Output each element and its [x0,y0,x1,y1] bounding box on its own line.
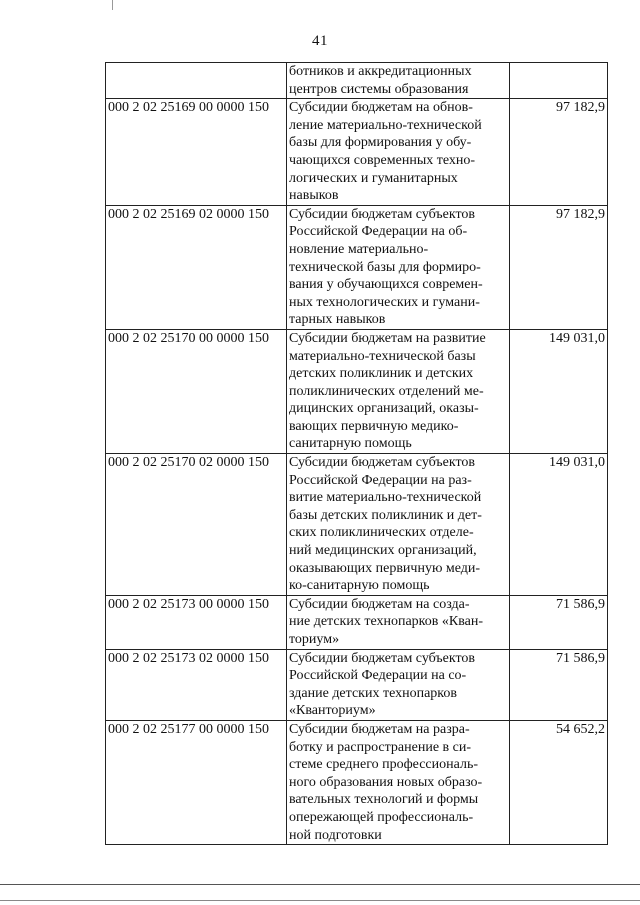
table-body [106,63,608,845]
revenue-item-name-line: навыков [289,188,339,204]
revenue-item-name-line: ние детских технопарков «Кван- [289,614,484,630]
amount-cell: 71 586,9 [510,649,608,720]
revenue-item-name-line: ских поликлинических отделе- [289,525,474,541]
revenue-item-name-line: Субсидии бюджетам на обнов- [289,100,473,116]
revenue-item-name-line: чающихся современных техно- [289,152,476,168]
revenue-item-name-line: ко-санитарную помощь [289,578,430,594]
revenue-item-name [287,454,510,596]
revenue-item-name-line: оказывающих первичную меди- [289,560,481,576]
revenue-item-name-line: Российской Федерации на раз- [289,472,472,488]
table-row [106,649,608,720]
revenue-item-name-line: Российской Федерации на со- [289,668,467,684]
revenue-item-name-line: базы для формирования у обу- [289,135,472,151]
revenue-item-name-line: опережающей профессиональ- [289,809,474,825]
scan-bottom-rule [0,884,640,885]
amount-cell: 97 182,9 [510,205,608,329]
amount-cell: 54 652,2 [510,720,608,844]
budget-classification-code: 000 2 02 25170 00 0000 150 [106,329,287,453]
budget-classification-code [106,63,287,99]
amount-cell: 149 031,0 [510,454,608,596]
table-row [106,205,608,329]
revenue-item-name-line: Субсидии бюджетам на развитие [289,330,486,346]
revenue-item-name-line: вающих первичную медико- [289,418,459,434]
revenue-item-name-line: здание детских технопарков [289,685,457,701]
revenue-item-name-line: Субсидии бюджетам на созда- [289,596,470,612]
revenue-item-name-line: новление материально- [289,241,429,257]
page-number: 41 [312,33,328,49]
revenue-item-name-line: ных технологических и гумани- [289,294,480,310]
revenue-item-name-line: Российской Федерации на об- [289,224,468,240]
table-row [106,595,608,649]
revenue-item-name [287,205,510,329]
revenue-item-name-line: стеме среднего профессиональ- [289,757,478,773]
revenue-item-name [287,63,510,99]
revenue-item-name-line: тарных навыков [289,312,386,328]
budget-classification-code: 000 2 02 25173 02 0000 150 [106,649,287,720]
revenue-item-name-line: Субсидии бюджетам субъектов [289,650,476,666]
revenue-item-name-line: ной подготовки [289,827,382,843]
revenue-item-name-line: ботку и распространение в си- [289,739,472,755]
amount-cell: 97 182,9 [510,99,608,206]
amount-cell: 149 031,0 [510,329,608,453]
revenue-item-name-line: дицинских организаций, оказы- [289,401,479,417]
revenue-item-name-line: ного образования новых образо- [289,774,483,790]
table-row [106,329,608,453]
table-row [106,63,608,99]
revenue-item-name [287,595,510,649]
revenue-item-name-line: витие материально-технической [289,490,482,506]
revenue-item-name-line: вания у обучающихся современ- [289,277,483,293]
budget-classification-code: 000 2 02 25177 00 0000 150 [106,720,287,844]
revenue-item-name-line: центров системы образования [289,81,469,97]
revenue-item-name-line: базы детских поликлиник и дет- [289,507,482,523]
amount-cell [510,63,608,99]
table-row [106,454,608,596]
budget-classification-code: 000 2 02 25173 00 0000 150 [106,595,287,649]
budget-classification-code: 000 2 02 25169 02 0000 150 [106,205,287,329]
revenue-item-name-line: ториум» [289,632,340,647]
revenue-item-name [287,720,510,844]
revenue-item-name-line: логических и гуманитарных [289,170,458,186]
budget-classification-code: 000 2 02 25170 02 0000 150 [106,454,287,596]
revenue-item-name-line: санитарную помощь [289,436,412,452]
revenue-item-name-line: детских поликлиник и детских [289,366,474,382]
budget-classification-code: 000 2 02 25169 00 0000 150 [106,99,287,206]
revenue-item-name-line: технической базы для формиро- [289,259,481,275]
revenue-item-name [287,329,510,453]
budget-revenue-table [105,62,608,845]
revenue-item-name-line: Субсидии бюджетам на разра- [289,721,470,737]
revenue-item-name-line: ботников и аккредитационных [289,64,472,79]
scan-bottom-rule-2 [0,900,640,901]
revenue-item-name-line: ний медицинских организаций, [289,543,477,559]
scan-edge-mark [112,0,113,10]
revenue-item-name-line: вательных технологий и формы [289,792,479,808]
revenue-item-name-line: «Кванториум» [289,703,376,719]
revenue-item-name-line: материально-технической базы [289,348,476,364]
revenue-item-name-line: ление материально-технической [289,117,482,133]
revenue-item-name-line: поликлинических отделений ме- [289,383,484,399]
revenue-item-name-line: Субсидии бюджетам субъектов [289,206,476,222]
revenue-item-name-line: Субсидии бюджетам субъектов [289,455,476,471]
amount-cell: 71 586,9 [510,595,608,649]
revenue-item-name [287,649,510,720]
revenue-item-name [287,99,510,206]
table-row [106,720,608,844]
table-row [106,99,608,206]
